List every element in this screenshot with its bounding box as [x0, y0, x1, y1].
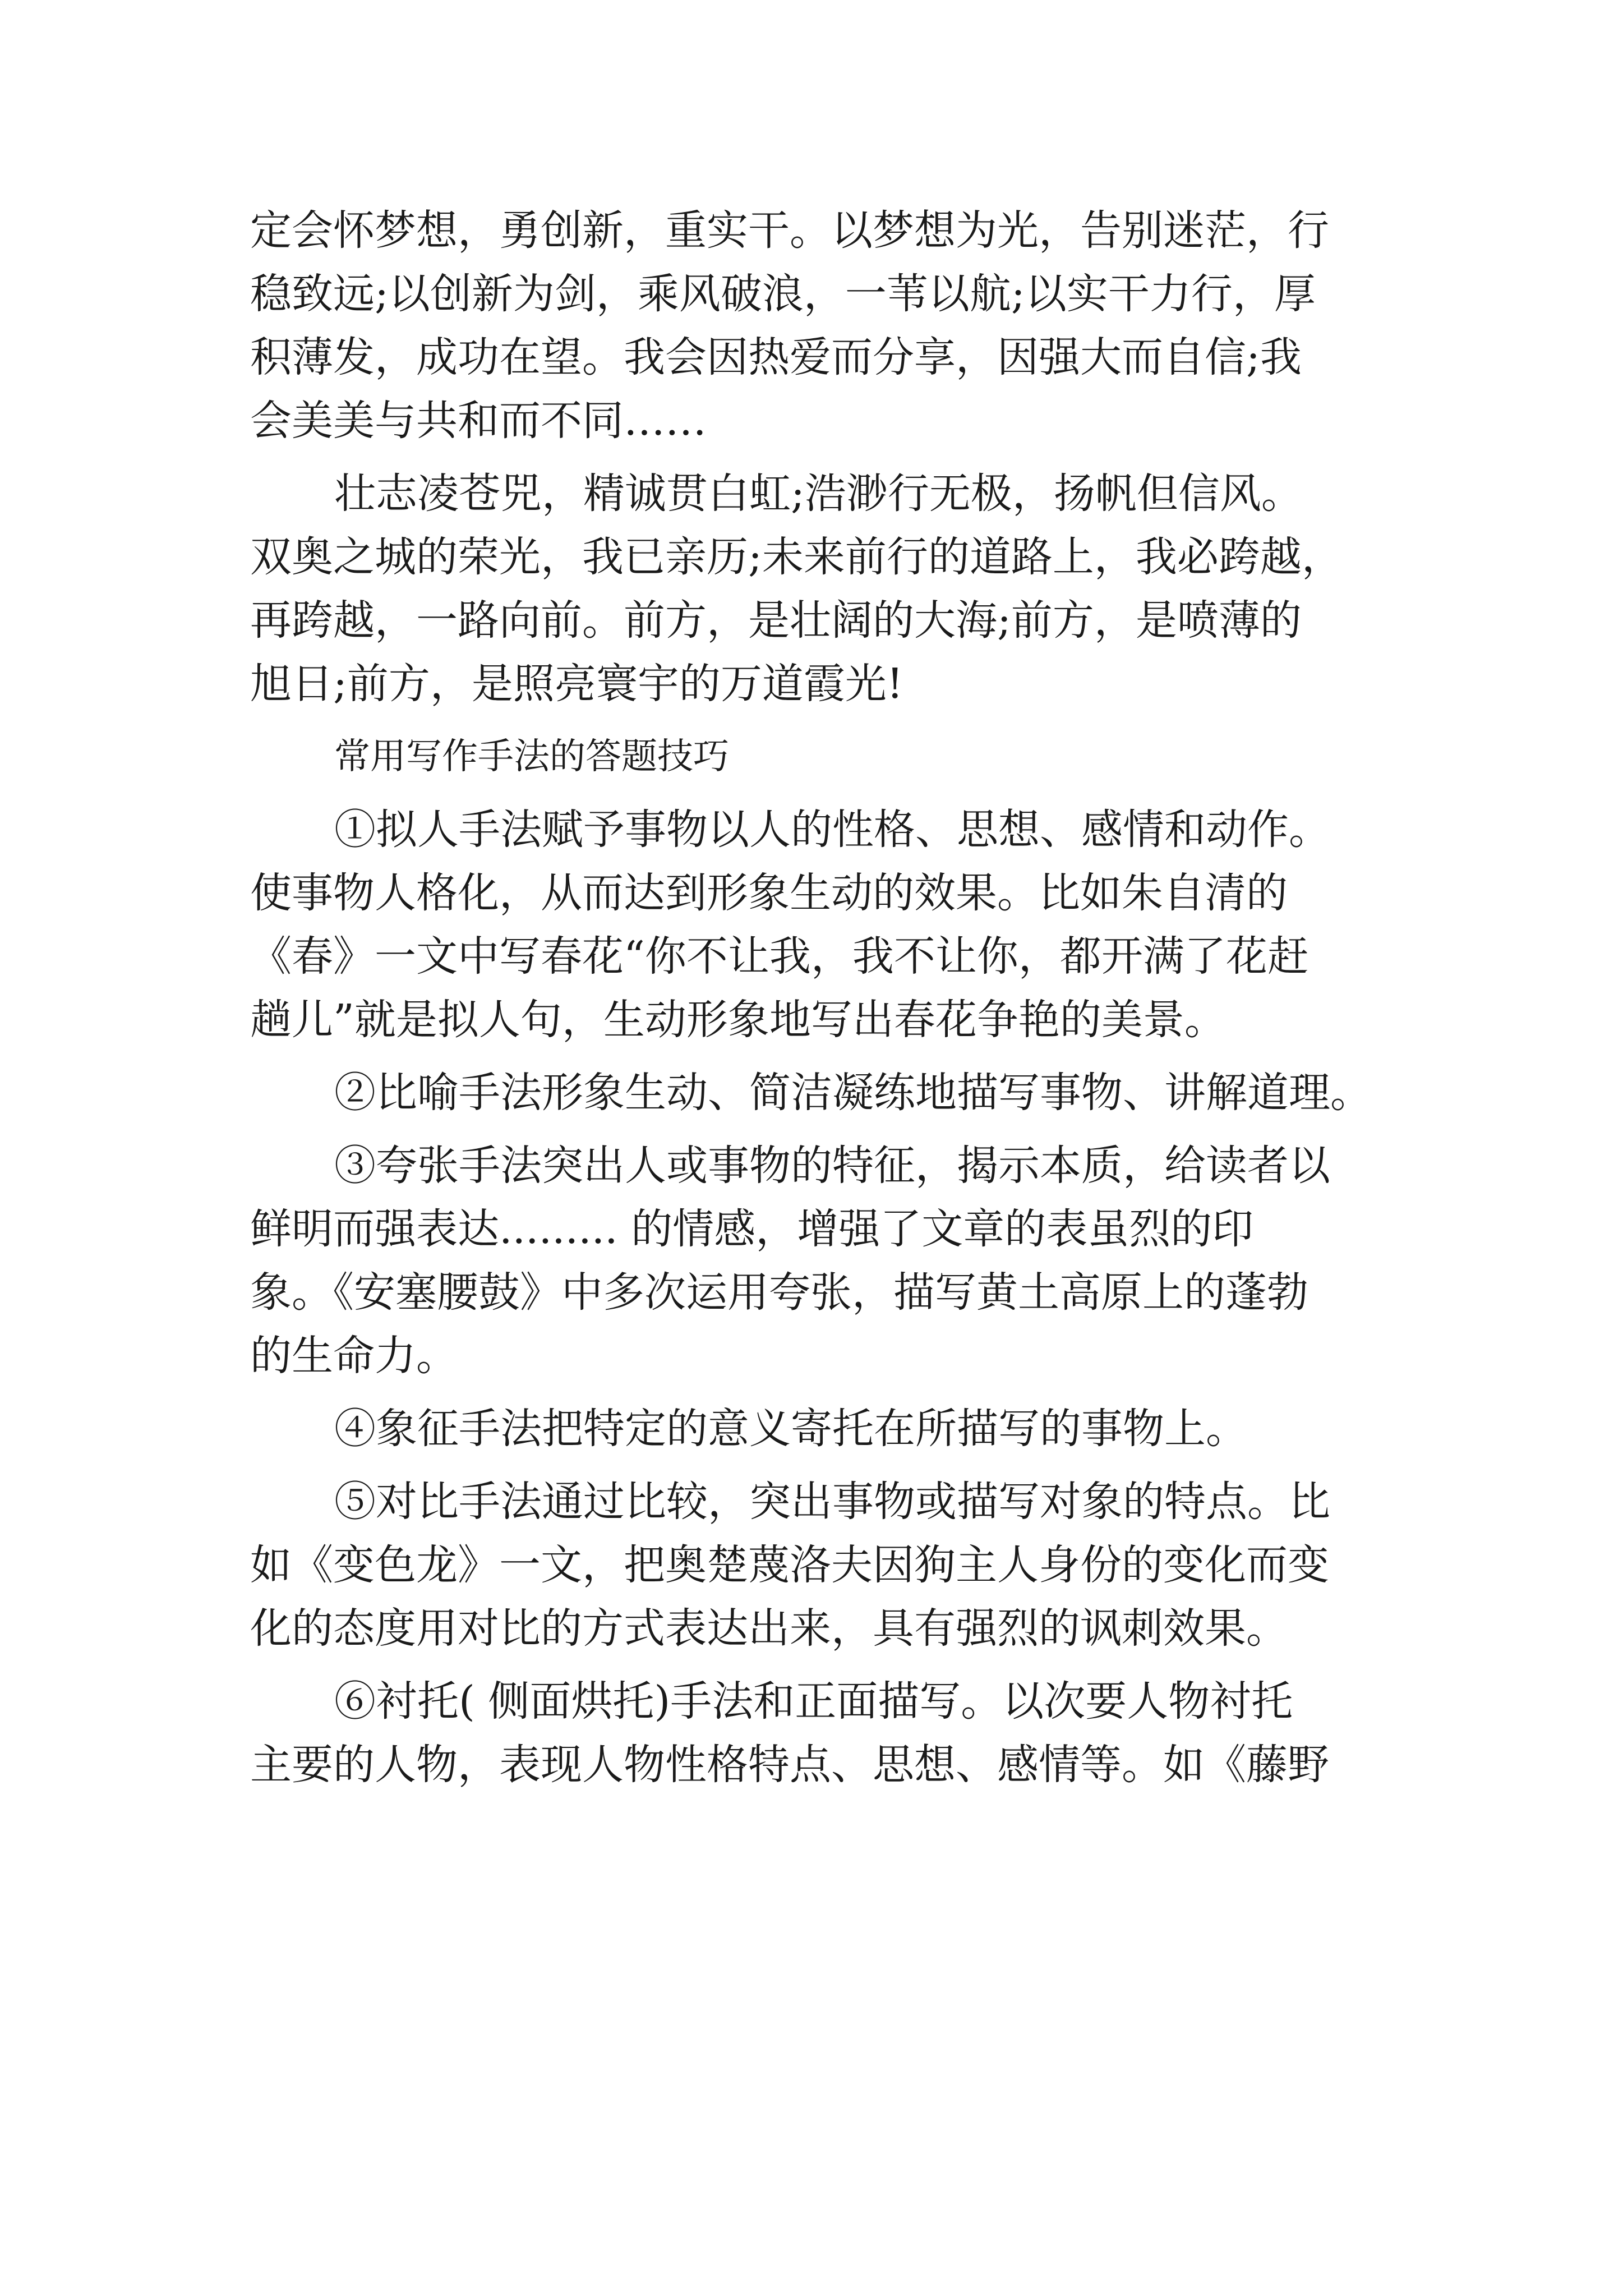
paragraph-aspiration — [250, 462, 1405, 716]
paragraph-dream-pledge — [250, 199, 1405, 453]
text-line: 化的态度用对比的方式表达出来，具有强烈的讽刺效果。 — [250, 1604, 1288, 1653]
text-line: 会美美与共和而不同…… — [250, 397, 707, 445]
text-line: ③夸张手法突出人或事物的特征，揭示本质，给读者以 — [334, 1142, 1330, 1190]
body-text — [250, 199, 1405, 1797]
text-line: 旭日;前方，是照亮寰宇的万道霞光! — [250, 660, 903, 708]
text-line: 壮志凌苍兕，精诚贯白虹;浩渺行无极，扬帆但信风。 — [334, 470, 1303, 518]
text-line: 积薄发，成功在望。我会因热爱而分享，因强大而自信;我 — [250, 333, 1302, 381]
text-line: 的生命力。 — [250, 1332, 458, 1380]
text-line: ⑤对比手法通过比较，突出事物或描写对象的特点。比 — [334, 1478, 1330, 1526]
text-line: 象。《安塞腰鼓》中多次运用夸张，描写黄土高原上的蓬勃 — [250, 1268, 1308, 1317]
text-line: 定会怀梦想，勇创新，重实干。以梦想为光，告别迷茫，行 — [250, 206, 1329, 255]
text-line: ②比喻手法形象生动、简洁凝练地描写事物、讲解道理。 — [334, 1069, 1372, 1117]
paragraph-symbolism — [250, 1397, 1405, 1461]
paragraph-section-heading — [250, 725, 1405, 789]
text-line: 《春》一文中写春花“你不让我，我不让你，都开满了花赶 — [250, 932, 1309, 981]
text-line: 再跨越，一路向前。前方，是壮阔的大海;前方，是喷薄的 — [250, 596, 1302, 645]
text-line: 主要的人物，表现人物性格特点、思想、感情等。如《藤野 — [250, 1741, 1329, 1789]
text-line: 双奥之城的荣光，我已亲历;未来前行的道路上，我必跨越， — [250, 533, 1343, 581]
section-heading: 常用写作手法的答题技巧 — [334, 736, 729, 777]
paragraph-hyperbole — [250, 1134, 1405, 1388]
text-line: 稳致远;以创新为剑，乘风破浪，一苇以航;以实干力行，厚 — [250, 270, 1316, 318]
text-line: ①拟人手法赋予事物以人的性格、思想、感情和动作。 — [334, 806, 1330, 854]
text-line: 鲜明而强表达......... 的情感，增强了文章的表虽烈的印 — [250, 1205, 1254, 1253]
text-line: ④象征手法把特定的意义寄托在所描写的事物上。 — [334, 1405, 1247, 1453]
paragraph-contrast — [250, 1470, 1405, 1660]
text-line: 趟儿”就是拟人句，生动形象地写出春花争艳的美景。 — [250, 996, 1226, 1044]
text-line: 如《变色龙》一文，把奥楚蔑洛夫因狗主人身份的变化而变 — [250, 1541, 1329, 1589]
text-line: ⑥衬托( 侧面烘托)手法和正面描写。以次要人物衬托 — [334, 1677, 1293, 1726]
paragraph-foil — [250, 1670, 1405, 1797]
paragraph-personification — [250, 798, 1405, 1052]
paragraph-metaphor — [250, 1061, 1405, 1125]
text-line: 使事物人格化，从而达到形象生动的效果。比如朱自清的 — [250, 869, 1288, 917]
